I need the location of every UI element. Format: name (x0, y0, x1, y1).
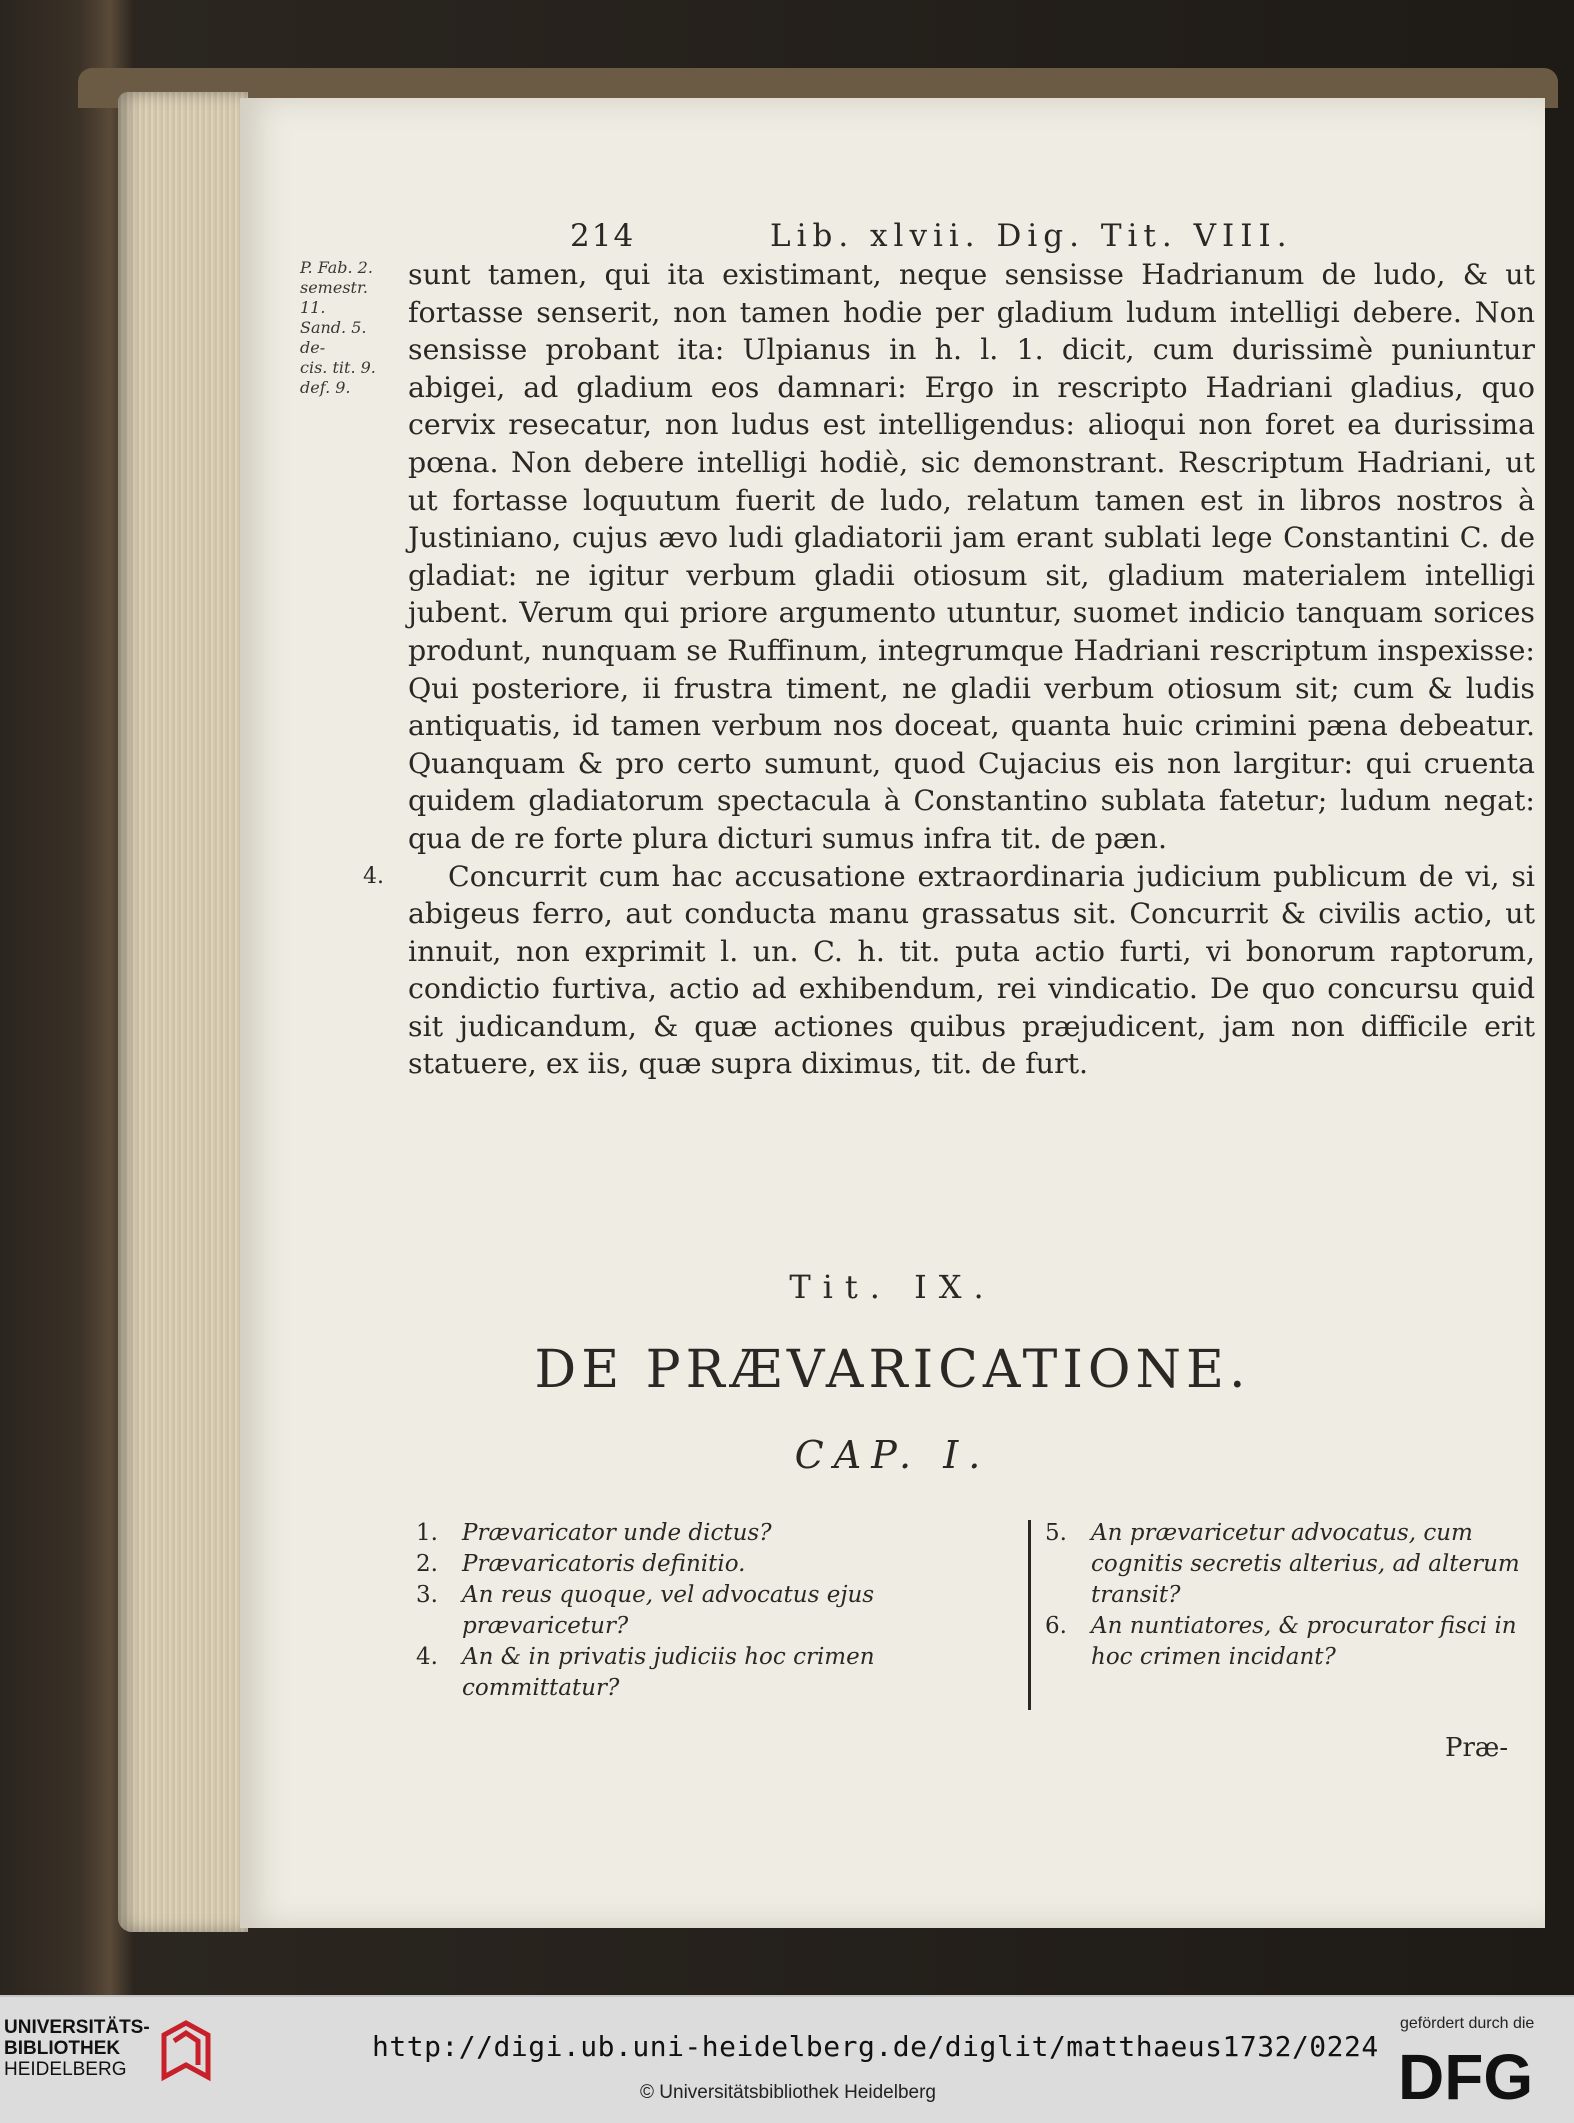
dfg-logo-text: DFG (1398, 2041, 1534, 2107)
marginal-note: P. Fab. 2. semestr. 11. Sand. 5. de- cis. tit. 9. def. 9. (300, 258, 376, 397)
paragraph-2-block (363, 858, 1535, 1084)
toc-text: An prævaricetur advocatus, cum cognitis secretis alterius, ad alterum transit? (1091, 1520, 1520, 1608)
tit-heading: Tit. IX. (789, 1268, 996, 1306)
toc-number: 6. (1045, 1613, 1067, 1639)
toc-divider (1028, 1520, 1031, 1710)
toc-number: 5. (1045, 1520, 1067, 1546)
toc-item (416, 1549, 936, 1580)
catchword: Præ- (1445, 1733, 1509, 1763)
permalink-url[interactable]: http://digi.ub.uni-heidelberg.de/diglit/matthaeus1732/0224 (372, 2030, 1379, 2063)
toc-number: 1. (416, 1520, 438, 1546)
paragraph-2: Concurrit cum hac accusatione extraordinaria judicium publicum de vi, si abigeus ferro, aut conducta manu grassatus sit. Concurrit & civilis actio, ut innuit, non exprimit l. un. C. h. tit. puta actio furti, vi bonorum raptorum, condictio furtiva, actio ad exhibendum, rei vindicatio. De quo concursu quid sit judicandum, & quæ actiones quibus præjudicent, jam non difficile erit statuere, ex iis, quæ supra diximus, tit. de furt. (408, 859, 1535, 1081)
toc-text: An reus quoque, vel advocatus ejus prævaricetur? (462, 1582, 875, 1639)
paragraph-1: sunt tamen, qui ita existimant, neque sensisse Hadrianum de ludo, & ut fortasse senserit, non tamen hodie per gladium ludum intelligi debere. Non sensisse probant ita: Ulpianus in h. l. 1. dicit, cum durissimè puniuntur abigei, ad gladium eos damnari: Ergo in rescripto Hadriani gladius, quo cervix resecatur, non ludus est intelligendus: alioqui non foret ea durissima pœna. Non debere intelligi hodiè, sic demonstrant. Rescriptum Hadriani, ut ut fortasse loquutum fuerit de ludo, relatum tamen est in libros nostros à Justiniano, cujus ævo ludi gladiatorii jam erant sublati lege Constantini C. de gladiat: ne igitur verbum gladii otiosum sit, gladium materialem intelligi jubent. Verum qui priore argumento utuntur, suomet indicio tanquam sorices produnt, nunquam se Ruffinum, integrumque Hadriani rescriptum inspexisse: Qui posteriore, ii frustra timent, ne gladii verbum otiosum sit; cum & ludis antiquatis, id tamen verbum nos doceat, quanta huic crimini pæna debeatur. Quanquam & pro certo sumunt, quod Cujacius eis non largitur: qui cruenta quidem gladiatorum spectacula à Constantino sublata fatetur; ludum negat: qua de re forte plura dicturi sumus infra tit. de pæn. (408, 258, 1535, 855)
book-page (240, 98, 1545, 1928)
toc-item (1045, 1518, 1535, 1611)
footer-bar (0, 1995, 1574, 2123)
page-fore-edge (118, 92, 248, 1932)
library-logo-icon (156, 2015, 216, 2085)
library-name (4, 2017, 150, 2080)
section-title: DE PRÆVARICATIONE. (534, 1340, 1251, 1400)
toc-item (416, 1580, 936, 1642)
chapter-heading: CAP. I. (794, 1433, 991, 1477)
toc-text: An nuntiatores, & procurator fisci in hoc crimen incidant? (1091, 1613, 1517, 1670)
dfg-logo-icon (1398, 2037, 1550, 2107)
toc-text: Prævaricator unde dictus? (462, 1520, 772, 1546)
copyright-text: © Universitätsbibliothek Heidelberg (640, 2082, 936, 2103)
library-line-3: HEIDELBERG (4, 2059, 127, 2080)
toc-item (416, 1642, 936, 1704)
toc-item (1045, 1611, 1535, 1673)
library-line-1: UNIVERSITÄTS- (4, 2017, 150, 2038)
running-head: Lib. xlvii. Dig. Tit. VIII. (770, 218, 1293, 254)
library-line-2: BIBLIOTHEK (4, 2038, 121, 2059)
page-number: 214 (570, 218, 636, 254)
sponsor-text: gefördert durch die (1400, 2015, 1535, 2032)
toc-text: An & in privatis judiciis hoc crimen committatur? (462, 1644, 875, 1701)
toc-left-column (416, 1518, 936, 1704)
toc-text: Prævaricatoris definitio. (462, 1551, 746, 1577)
toc-item (416, 1518, 936, 1549)
toc-right-column (1045, 1518, 1535, 1673)
paragraph-number: 4. (363, 863, 384, 889)
toc-number: 3. (416, 1582, 438, 1608)
toc-number: 4. (416, 1644, 438, 1670)
toc-number: 2. (416, 1551, 438, 1577)
body-text (363, 256, 1535, 1083)
